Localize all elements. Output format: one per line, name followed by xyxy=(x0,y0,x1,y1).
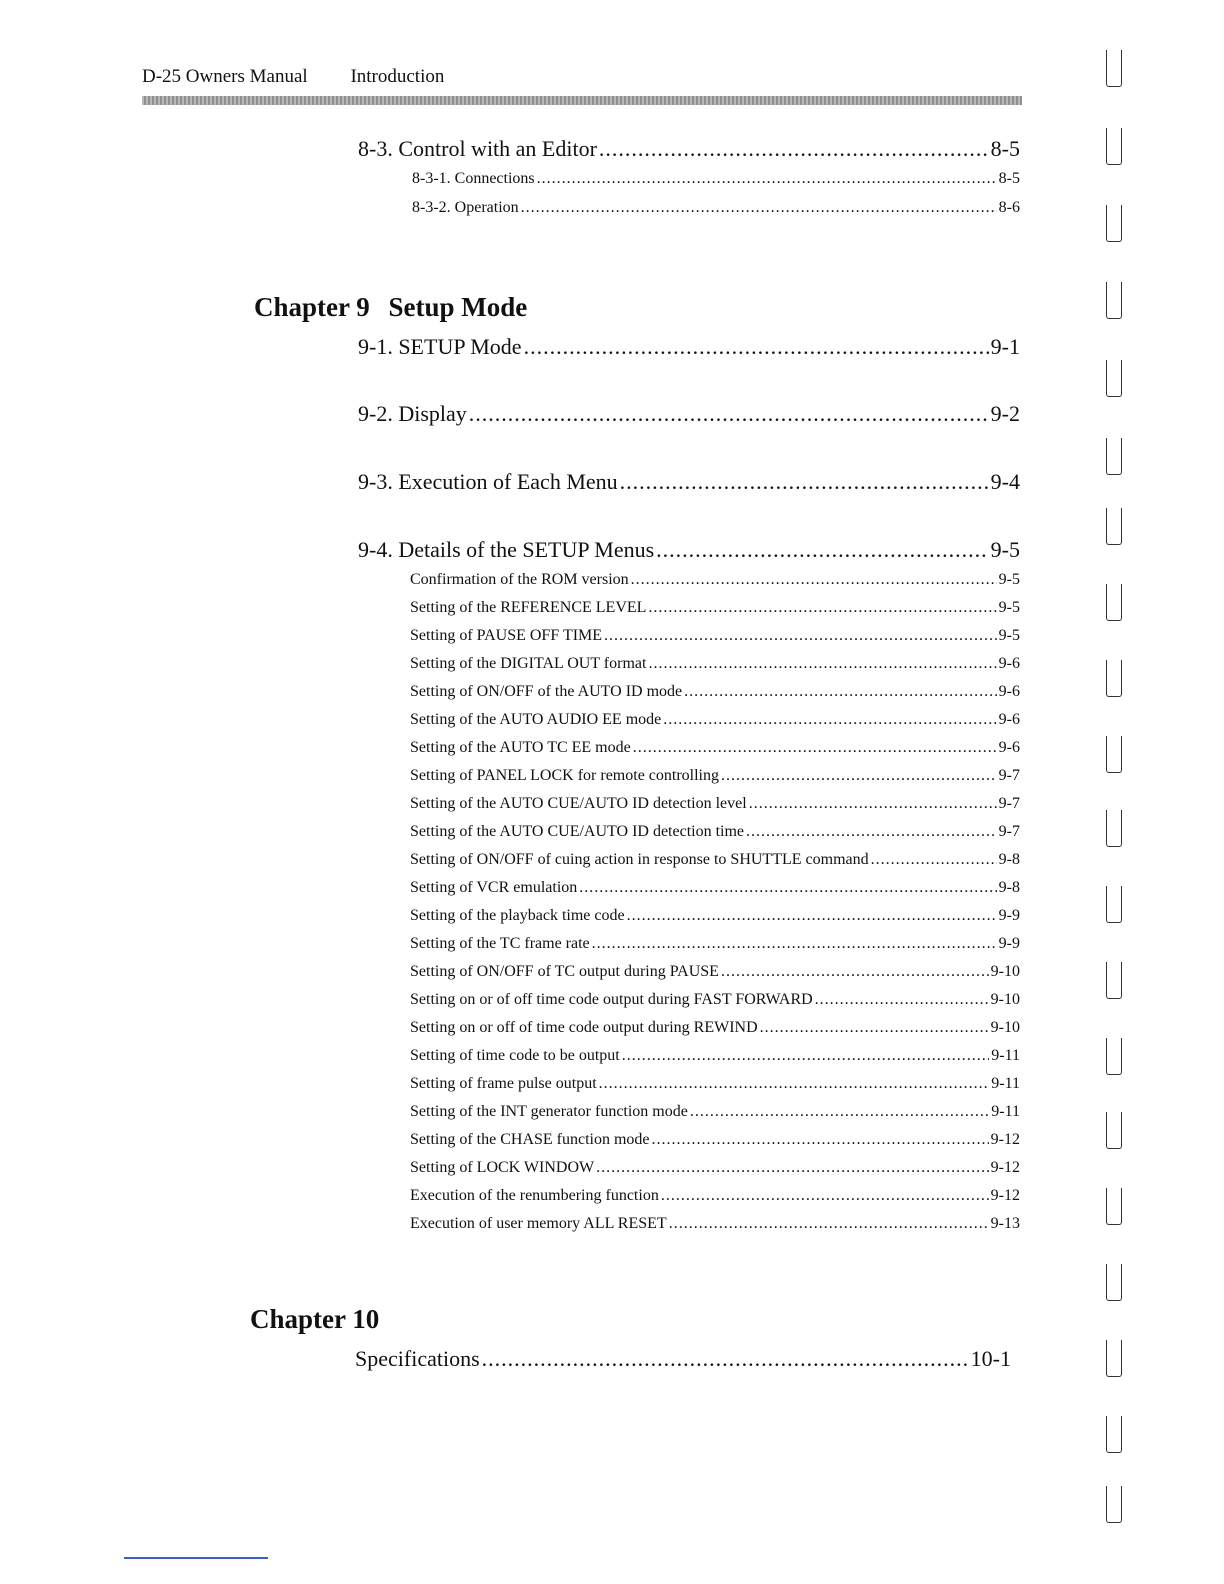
toc-title: Setting of the AUTO TC EE mode xyxy=(410,739,631,756)
toc-page: 9-5 xyxy=(998,571,1020,588)
toc-title: Setting of the AUTO AUDIO EE mode xyxy=(410,711,662,728)
leader-dots xyxy=(622,1047,990,1065)
toc-page: 9-13 xyxy=(990,1215,1020,1232)
chapter-label: Chapter 9 xyxy=(254,292,370,322)
toc-item[interactable] xyxy=(410,599,1020,617)
leader-dots xyxy=(620,469,989,495)
toc-item[interactable] xyxy=(410,571,1020,589)
toc-page: 9-12 xyxy=(990,1159,1020,1176)
leader-dots xyxy=(648,655,996,673)
binder-ring xyxy=(1106,660,1122,697)
toc-item[interactable] xyxy=(410,683,1020,701)
toc-page: 9-6 xyxy=(998,739,1020,756)
chapter-label: Chapter 10 xyxy=(250,1304,380,1334)
toc-entry-8-3[interactable] xyxy=(358,136,1020,162)
toc-page: 8-6 xyxy=(998,199,1020,216)
leader-dots xyxy=(599,1075,990,1093)
leader-dots xyxy=(482,1346,969,1372)
toc-item[interactable] xyxy=(410,823,1020,841)
toc-item[interactable] xyxy=(410,1215,1020,1233)
toc-title: Setting on or of off time code output during FAST FORWARD xyxy=(410,991,813,1008)
leader-dots xyxy=(599,136,989,162)
binder-ring xyxy=(1106,1416,1122,1453)
toc-entry-9-4[interactable] xyxy=(358,537,1020,563)
leader-dots xyxy=(652,1131,989,1149)
toc-page: 9-5 xyxy=(998,599,1020,616)
toc-page: 9-6 xyxy=(998,683,1020,700)
binder-ring xyxy=(1106,1112,1122,1149)
leader-dots xyxy=(631,571,997,589)
leader-dots xyxy=(537,170,997,188)
leader-dots xyxy=(469,401,989,427)
toc-title: Setting of VCR emulation xyxy=(410,879,578,896)
toc-item[interactable] xyxy=(410,879,1020,897)
leader-dots xyxy=(521,199,997,217)
toc-title: Setting of ON/OFF of the AUTO ID mode xyxy=(410,683,683,700)
binder-ring xyxy=(1106,886,1122,923)
leader-dots xyxy=(524,334,989,360)
toc-title: Specifications xyxy=(355,1346,480,1371)
leader-dots xyxy=(627,907,997,925)
toc-item[interactable] xyxy=(410,1047,1020,1065)
binder-ring xyxy=(1106,584,1122,621)
toc-page: 9-6 xyxy=(998,655,1020,672)
leader-dots xyxy=(648,599,996,617)
binder-marks xyxy=(1106,50,1128,1530)
toc-title: Setting of the REFERENCE LEVEL xyxy=(410,599,647,616)
toc-title: Setting of frame pulse output xyxy=(410,1075,597,1092)
toc-title: Setting of ON/OFF of TC output during PAUSE xyxy=(410,963,719,980)
binder-ring xyxy=(1106,360,1122,397)
toc-page: 9-11 xyxy=(991,1103,1020,1120)
toc-title: 9-3. Execution of Each Menu xyxy=(358,469,618,494)
toc-title: Setting on or off of time code output during REWIND xyxy=(410,1019,758,1036)
toc-page: 9-2 xyxy=(990,401,1020,426)
toc-item[interactable] xyxy=(410,767,1020,785)
toc-page: 10-1 xyxy=(970,1346,1011,1371)
toc-page: 9-5 xyxy=(990,537,1020,562)
leader-dots xyxy=(721,963,989,981)
chapter-heading-10 xyxy=(250,1304,379,1335)
toc-page: 9-1 xyxy=(990,334,1020,359)
toc-page: 9-9 xyxy=(998,935,1020,952)
leader-dots xyxy=(749,795,997,813)
toc-title: Execution of user memory ALL RESET xyxy=(410,1215,667,1232)
leader-dots xyxy=(721,767,997,785)
leader-dots xyxy=(596,1159,989,1177)
binder-ring xyxy=(1106,736,1122,773)
toc-page: 9-11 xyxy=(991,1047,1020,1064)
leader-dots xyxy=(663,711,996,729)
leader-dots xyxy=(746,823,997,841)
toc-item[interactable] xyxy=(410,963,1020,981)
toc-page: 9-6 xyxy=(998,711,1020,728)
toc-page: 9-4 xyxy=(990,469,1020,494)
toc-page: 9-10 xyxy=(990,1019,1020,1036)
toc-page: 9-7 xyxy=(998,823,1020,840)
toc-page: 9-10 xyxy=(990,991,1020,1008)
toc-item[interactable] xyxy=(410,1075,1020,1093)
binder-ring xyxy=(1106,1486,1122,1523)
toc-page: 9-10 xyxy=(990,963,1020,980)
leader-dots xyxy=(684,683,997,701)
toc-item[interactable] xyxy=(410,907,1020,925)
toc-title: 9-1. SETUP Mode xyxy=(358,334,522,359)
binder-ring xyxy=(1106,810,1122,847)
toc-entry-specifications[interactable] xyxy=(355,1346,1011,1372)
toc-page: 9-9 xyxy=(998,907,1020,924)
toc-page: 9-7 xyxy=(998,795,1020,812)
toc-item[interactable] xyxy=(410,795,1020,813)
toc-page: 9-8 xyxy=(998,851,1020,868)
binder-ring xyxy=(1106,128,1122,165)
toc-item[interactable] xyxy=(410,627,1020,645)
toc-title: Setting of LOCK WINDOW xyxy=(410,1159,595,1176)
toc-title: Setting of the AUTO CUE/AUTO ID detection level xyxy=(410,795,747,812)
toc-title: 9-4. Details of the SETUP Menus xyxy=(358,537,655,562)
toc-page: 9-12 xyxy=(990,1187,1020,1204)
leader-dots xyxy=(661,1187,989,1205)
binder-ring xyxy=(1106,205,1122,242)
toc-title: Setting of the DIGITAL OUT format xyxy=(410,655,647,672)
toc-title: Setting of the playback time code xyxy=(410,907,625,924)
toc-page: 8-5 xyxy=(998,170,1020,187)
toc-entry-8-3-2[interactable] xyxy=(412,199,1020,217)
leader-dots xyxy=(690,1103,989,1121)
toc-title: Setting of ON/OFF of cuing action in response to SHUTTLE command xyxy=(410,851,869,868)
toc-page: 9-7 xyxy=(998,767,1020,784)
toc-title: Execution of the renumbering function xyxy=(410,1187,659,1204)
binder-ring xyxy=(1106,1264,1122,1301)
toc-entry-9-3[interactable] xyxy=(358,469,1020,495)
toc-title: 9-2. Display xyxy=(358,401,467,426)
doc-title: D-25 Owners Manual xyxy=(142,66,308,87)
leader-dots xyxy=(669,1215,989,1233)
binder-ring xyxy=(1106,50,1122,87)
toc-item[interactable] xyxy=(410,1103,1020,1121)
leader-dots xyxy=(633,739,997,757)
leader-dots xyxy=(760,1019,989,1037)
toc-title: Confirmation of the ROM version xyxy=(410,571,629,588)
toc-item[interactable] xyxy=(410,1131,1020,1149)
toc-item[interactable] xyxy=(410,851,1020,869)
toc-item[interactable] xyxy=(410,655,1020,673)
chapter-title: Setup Mode xyxy=(388,292,528,322)
toc-item[interactable] xyxy=(410,935,1020,953)
bottom-edge-line xyxy=(124,1557,268,1559)
header-rule xyxy=(142,96,1022,105)
toc-item[interactable] xyxy=(410,1187,1020,1205)
toc-title: Setting of the AUTO CUE/AUTO ID detection time xyxy=(410,823,745,840)
binder-ring xyxy=(1106,282,1122,319)
toc-title: Setting of the CHASE function mode xyxy=(410,1131,650,1148)
toc-item[interactable] xyxy=(410,739,1020,757)
toc-entry-9-2[interactable] xyxy=(358,401,1020,427)
leader-dots xyxy=(871,851,997,869)
binder-ring xyxy=(1106,508,1122,545)
toc-title: 8-3-2. Operation xyxy=(412,199,519,216)
toc-title: 8-3. Control with an Editor xyxy=(358,136,597,161)
toc-title: Setting of PANEL LOCK for remote controlling xyxy=(410,767,719,784)
leader-dots xyxy=(592,935,997,953)
section-name: Introduction xyxy=(350,66,445,87)
binder-ring xyxy=(1106,438,1122,475)
leader-dots xyxy=(604,627,997,645)
leader-dots xyxy=(815,991,989,1009)
binder-ring xyxy=(1106,1188,1122,1225)
toc-page: 9-11 xyxy=(991,1075,1020,1092)
running-header xyxy=(142,66,444,88)
toc-page: 8-5 xyxy=(990,136,1020,161)
toc-page: 9-12 xyxy=(990,1131,1020,1148)
chapter-heading-9 xyxy=(254,292,527,323)
toc-page: 9-8 xyxy=(998,879,1020,896)
toc-page: 9-5 xyxy=(998,627,1020,644)
binder-ring xyxy=(1106,1340,1122,1377)
binder-ring xyxy=(1106,962,1122,999)
toc-title: Setting of the INT generator function mode xyxy=(410,1103,688,1120)
toc-entry-9-1[interactable] xyxy=(358,334,1020,360)
toc-title: Setting of the TC frame rate xyxy=(410,935,590,952)
toc-title: 8-3-1. Connections xyxy=(412,170,535,187)
toc-item[interactable] xyxy=(410,991,1020,1009)
toc-title: Setting of time code to be output xyxy=(410,1047,620,1064)
leader-dots xyxy=(656,537,989,563)
toc-item[interactable] xyxy=(410,1019,1020,1037)
leader-dots xyxy=(579,879,996,897)
toc-item[interactable] xyxy=(410,711,1020,729)
toc-title: Setting of PAUSE OFF TIME xyxy=(410,627,603,644)
toc-item[interactable] xyxy=(410,1159,1020,1177)
binder-ring xyxy=(1106,1038,1122,1075)
toc-entry-8-3-1[interactable] xyxy=(412,170,1020,188)
